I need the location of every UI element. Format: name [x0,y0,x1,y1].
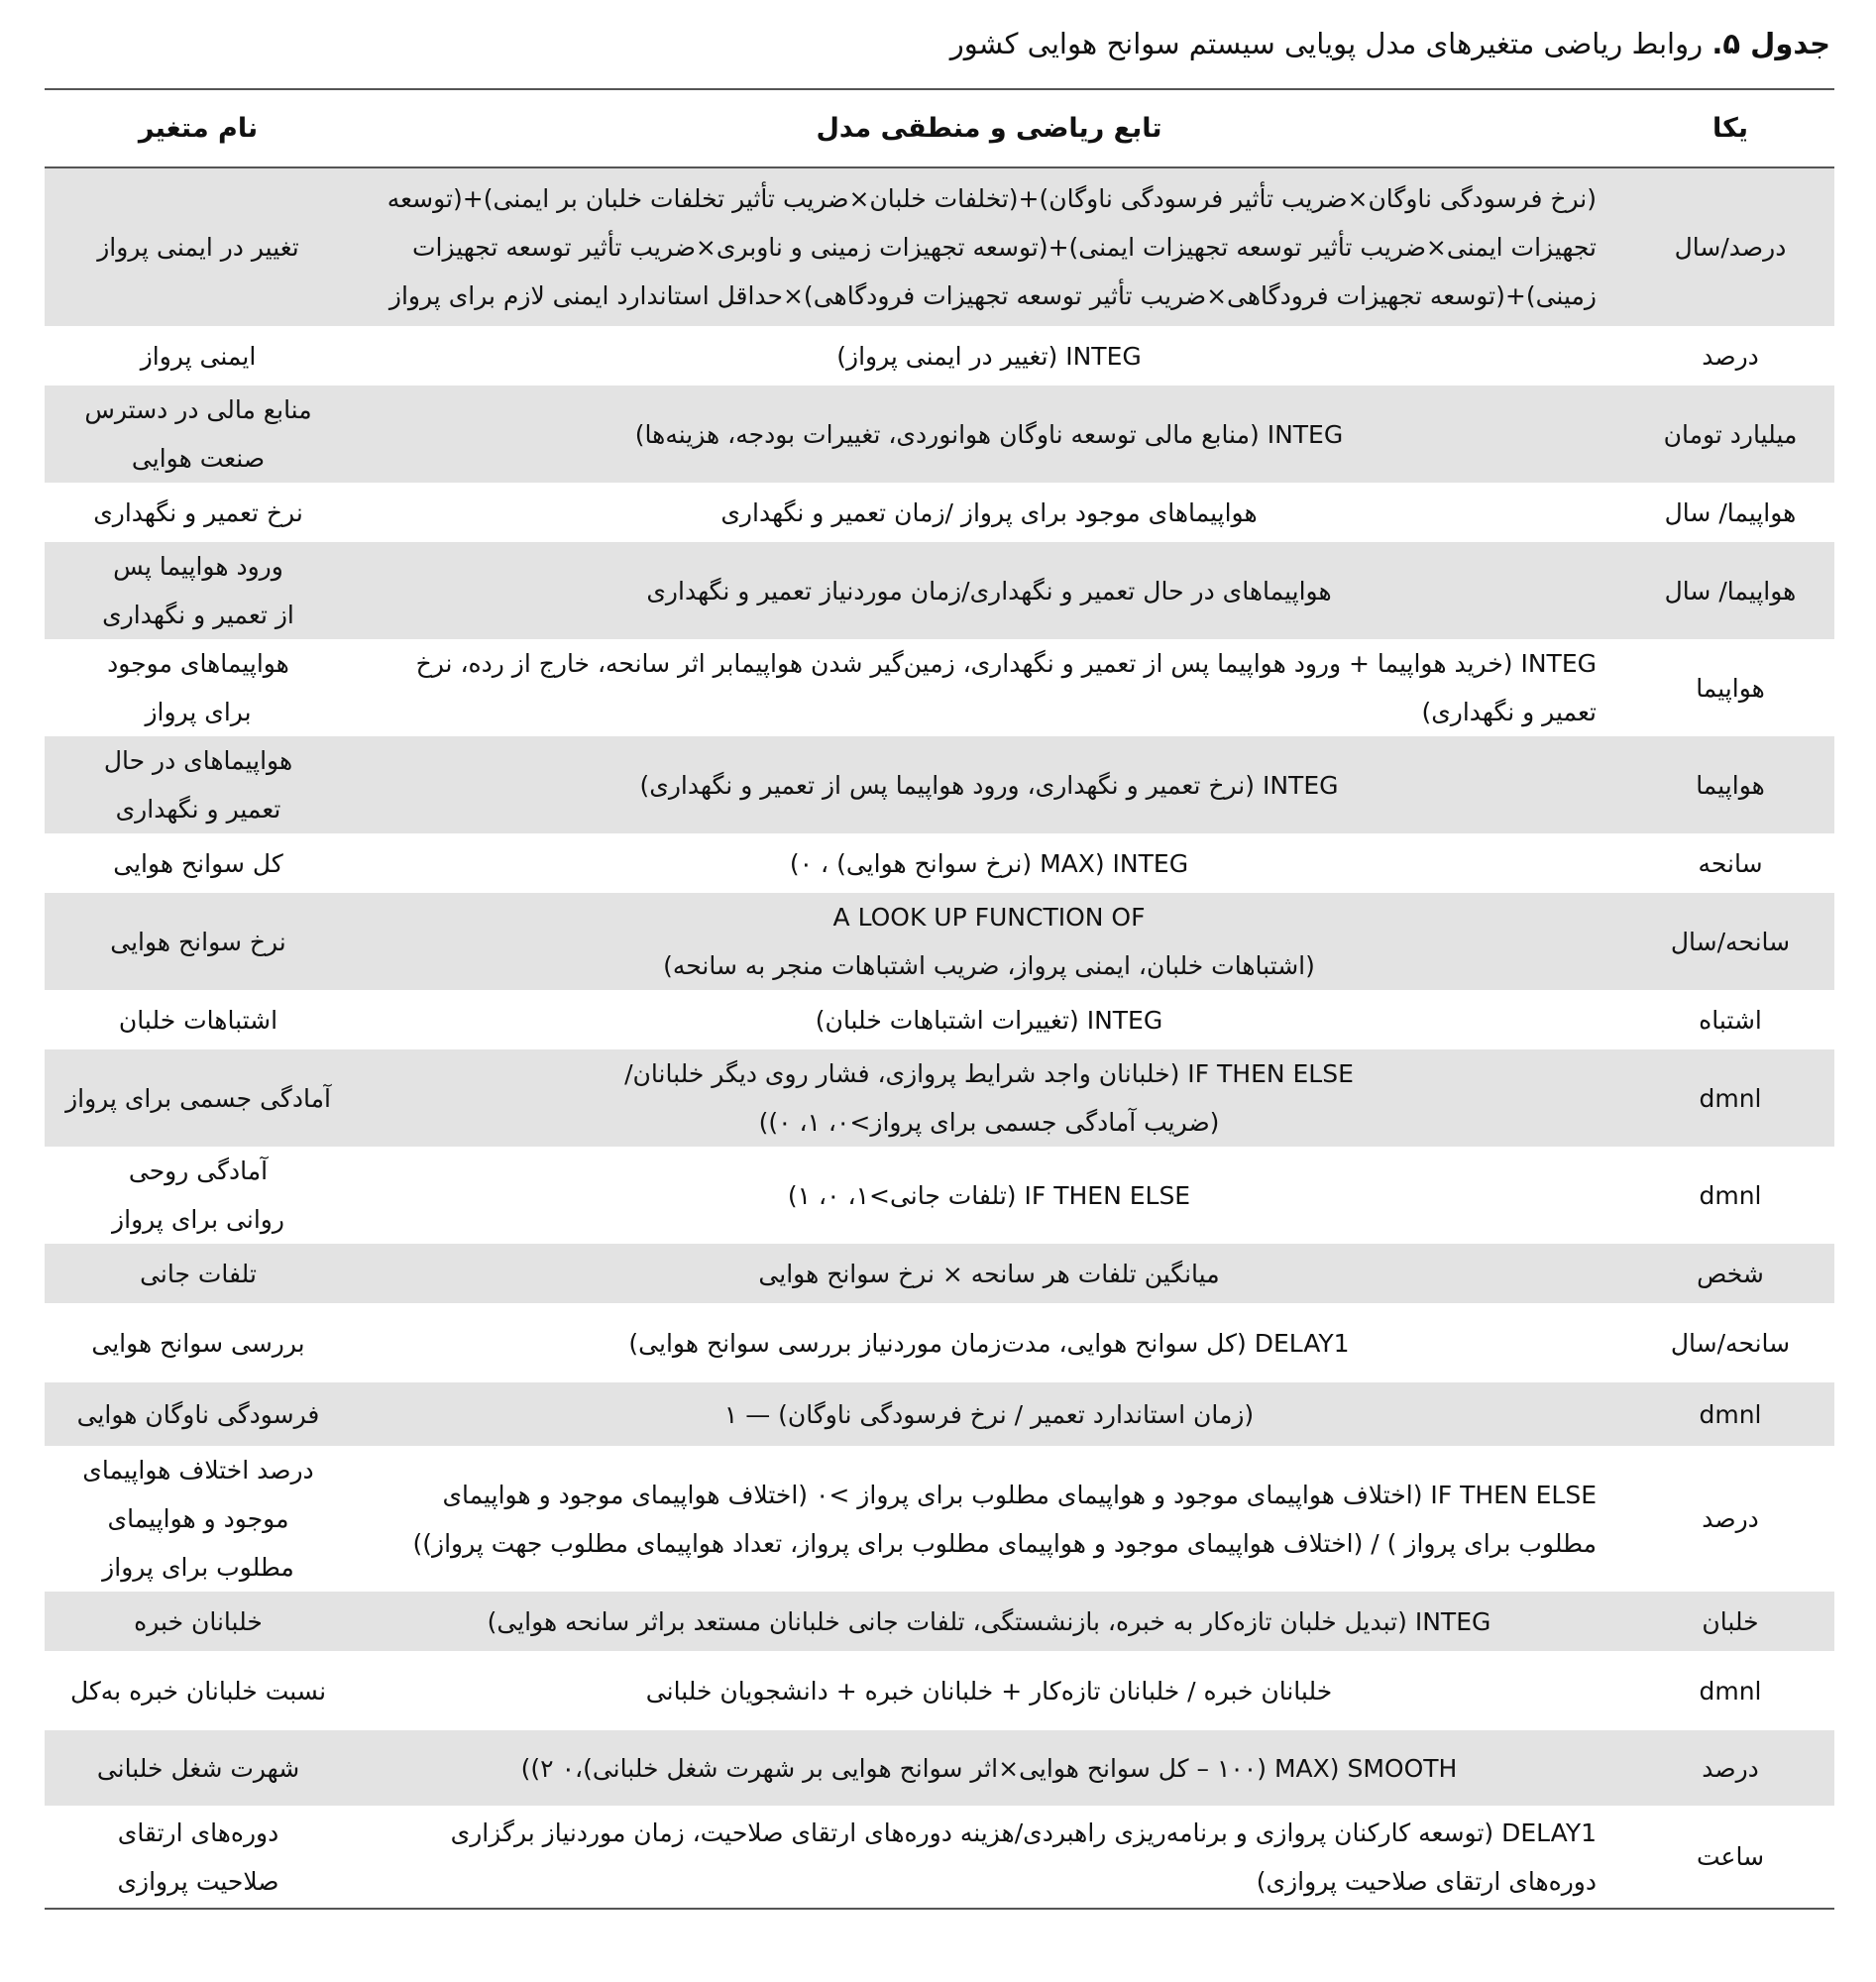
variable-cell [45,385,352,483]
variable-cell [45,326,352,385]
unit-cell: درصد [1626,326,1834,385]
function-cell [352,990,1626,1049]
unit-cell: سانحه/سال [1626,1303,1834,1382]
function-line: مطلوب برای پرواز ) / (اختلاف هواپیمای موجود و هواپیمای مطلوب برای پرواز، تعداد هواپیمای مطلوب جهت پرواز)) [412,1528,1597,1558]
unit-cell: درصد/سال [1626,167,1834,326]
variable-line: هواپیماهای در حال [103,746,293,775]
table-row [45,833,1834,893]
unit-cell: هواپیما [1626,639,1834,736]
table-row [45,326,1834,385]
function-line: (اشتباهات خلبان، ایمنی پرواز، ضریب اشتباهات منجر به سانحه) [663,951,1315,980]
table-row [45,1730,1834,1806]
variable-line: نسبت خلبانان خبره به‌کل [69,1676,327,1706]
table-number: جدول ۵. [1711,27,1830,60]
variable-line: صلاحیت پروازی [117,1866,279,1896]
function-cell [352,639,1626,736]
function-cell [352,1382,1626,1446]
variable-cell [45,1382,352,1446]
function-line: INTEG (تغییرات اشتباهات خلبان) [815,1005,1163,1035]
function-line: INTEG (منابع مالی توسعه ناوگان هوانوردی، تغییرات بودجه، هزینه‌ها) [634,419,1344,449]
variable-line: نرخ سوانح هوایی [110,927,286,956]
function-line: دوره‌های ارتقای صلاحیت پروازی) [1256,1866,1597,1896]
variable-line: آمادگی روحی [128,1156,269,1185]
variable-line: تغییر در ایمنی پرواز [97,233,299,262]
variable-line: منابع مالی در دسترس [84,395,312,424]
variable-cell [45,893,352,990]
function-line: INTEG (تبدیل خلبان تازه‌کار به خبره، بازنشستگی، تلفات جانی خلبانان مستعد براثر سانحه هوایی) [487,1606,1491,1636]
variable-line: برای پرواز [145,698,252,726]
header-unit: یکا [1626,89,1834,167]
function-line: خلبانان خبره / خلبانان تازه‌کار + خلبانان خبره + دانشجویان خلبانی [645,1676,1333,1706]
variable-cell [45,1147,352,1244]
function-cell [352,385,1626,483]
function-cell [352,483,1626,542]
function-cell [352,1651,1626,1730]
table-row [45,385,1834,483]
variable-cell [45,1806,352,1909]
unit-cell: هواپیما [1626,736,1834,833]
unit-cell: درصد [1626,1446,1834,1592]
variable-line: صنعت هوایی [131,444,266,473]
function-cell [352,326,1626,385]
variable-line: خلبانان خبره [134,1606,263,1636]
unit-cell: ساعت [1626,1806,1834,1909]
unit-cell: درصد [1626,1730,1834,1806]
variable-line: بررسی سوانح هوایی [91,1328,305,1358]
function-line: میانگین تلفات هر سانحه × نرخ سوانح هوایی [758,1259,1220,1288]
variable-line: از تعمیر و نگهداری [102,601,294,629]
function-line: INTEG (نرخ تعمیر و نگهداری، ورود هواپیما پس از تعمیر و نگهداری) [639,770,1339,800]
unit-cell: سانحه [1626,833,1834,893]
variable-cell [45,1651,352,1730]
variable-cell [45,736,352,833]
unit-cell: dmnl [1626,1147,1834,1244]
function-line: A LOOK UP FUNCTION OF [832,903,1146,932]
function-cell [352,167,1626,326]
variable-cell [45,1049,352,1147]
variable-line: درصد اختلاف هواپیمای [82,1456,314,1485]
variable-line: مطلوب برای پرواز [102,1553,294,1582]
relations-table [45,88,1834,1910]
table-row [45,1049,1834,1147]
table-row [45,1303,1834,1382]
unit-cell: dmnl [1626,1382,1834,1446]
function-line: SMOOTH (MAX (۱۰۰ – کل سوانح هوایی×اثر سوانح هوایی بر شهرت شغل خلبانی)،۰ ۲)) [520,1753,1458,1783]
table-row [45,1446,1834,1592]
unit-cell: میلیارد تومان [1626,385,1834,483]
variable-cell [45,833,352,893]
function-line: MAX) INTEG (نرخ سوانح هوایی) ، ۰) [789,848,1189,878]
variable-cell [45,542,352,639]
function-cell [352,1244,1626,1303]
variable-cell [45,1592,352,1651]
table-row [45,1592,1834,1651]
table-row [45,1382,1834,1446]
function-line: INTEG (خرید هواپیما + ورود هواپیما پس از تعمیر و نگهداری، زمین‌گیر شدن هواپیمابر اثر سانحه، خارج از رده، نرخ [415,649,1597,678]
variable-cell [45,1730,352,1806]
variable-line: کل سوانح هوایی [113,848,283,878]
variable-line: شهرت شغل خلبانی [96,1753,300,1783]
table-caption [47,24,1830,63]
variable-line: ایمنی پرواز [140,341,257,371]
variable-cell [45,1303,352,1382]
unit-cell: اشتباه [1626,990,1834,1049]
variable-line: اشتباهات خلبان [118,1005,278,1035]
table-row [45,736,1834,833]
function-line: INTEG (تغییر در ایمنی پرواز) [836,341,1142,371]
function-line: (زمان استاندارد تعمیر / نرخ فرسودگی ناوگان) — ۱ [723,1399,1255,1429]
table-header-row [45,89,1834,167]
variable-cell [45,167,352,326]
table-row [45,1244,1834,1303]
variable-line: نرخ تعمیر و نگهداری [93,497,303,527]
unit-cell: هواپیما/ سال [1626,483,1834,542]
variable-cell [45,1244,352,1303]
function-cell [352,833,1626,893]
unit-cell: هواپیما/ سال [1626,542,1834,639]
variable-line: تلفات جانی [140,1259,257,1288]
table-row [45,990,1834,1049]
table-row [45,893,1834,990]
function-cell [352,1592,1626,1651]
function-cell [352,1446,1626,1592]
variable-cell [45,1446,352,1592]
variable-cell [45,639,352,736]
table-row [45,167,1834,326]
function-line: IF THEN ELSE (خلبانان واجد شرایط پروازی، فشار روی دیگر خلبانان/ [624,1059,1354,1088]
function-line: زمینی)+(توسعه تجهیزات فرودگاهی×ضریب تأثیر توسعه تجهیزات فرودگاهی)×حداقل استاندارد ایمنی لازم برای پرواز [388,281,1597,310]
table-row [45,483,1834,542]
table-row [45,1147,1834,1244]
function-cell [352,1049,1626,1147]
header-variable: نام متغیر [45,89,352,167]
unit-cell: dmnl [1626,1651,1834,1730]
table-title: روابط ریاضی متغیرهای مدل پویایی سیستم سوانح هوایی کشور [949,27,1704,60]
function-cell [352,542,1626,639]
table-row [45,1651,1834,1730]
variable-line: دوره‌های ارتقای [117,1817,279,1847]
function-line: DELAY1 (کل سوانح هوایی، مدت‌زمان موردنیاز بررسی سوانح هوایی) [628,1328,1350,1358]
table-row [45,639,1834,736]
function-line: IF THEN ELSE (تلفات جانی>۱، ۰، ۱) [787,1180,1191,1210]
table-body [45,167,1834,1909]
variable-cell [45,483,352,542]
unit-cell: خلبان [1626,1592,1834,1651]
variable-cell [45,990,352,1049]
function-line: (ضریب آمادگی جسمی برای پرواز>۰، ۱، ۰)) [758,1108,1220,1137]
function-cell [352,1147,1626,1244]
function-line: تجهیزات ایمنی×ضریب تأثیر توسعه تجهیزات ایمنی)+(توسعه تجهیزات زمینی و ناوبری×ضریب تأثیر توسعه تجهیزات [411,233,1597,262]
function-line: هواپیماهای در حال تعمیر و نگهداری/زمان موردنیاز تعمیر و نگهداری [646,576,1332,606]
variable-line: آمادگی جسمی برای پرواز [65,1083,331,1113]
function-line: IF THEN ELSE (اختلاف هواپیمای موجود و هواپیمای مطلوب برای پرواز >۰ (اختلاف هواپیمای موجود و هواپیمای [442,1480,1597,1509]
function-cell [352,1303,1626,1382]
table-row [45,542,1834,639]
function-cell [352,1806,1626,1909]
table-row [45,1806,1834,1909]
header-function: تابع ریاضی و منطقی مدل [352,89,1626,167]
function-line: (نرخ فرسودگی ناوگان×ضریب تأثیر فرسودگی ناوگان)+(تخلفات خلبان×ضریب تأثیر تخلفات خلبان بر ایمنی)+(توسعه [386,184,1597,213]
function-cell [352,736,1626,833]
variable-line: موجود و هواپیمای [107,1504,289,1533]
variable-line: فرسودگی ناوگان هوایی [76,1399,320,1429]
unit-cell: سانحه/سال [1626,893,1834,990]
variable-line: روانی برای پرواز [112,1205,284,1234]
variable-line: ورود هواپیما پس [113,552,283,581]
function-line: تعمیر و نگهداری) [1421,698,1597,726]
unit-cell: dmnl [1626,1049,1834,1147]
unit-cell: شخص [1626,1244,1834,1303]
function-cell [352,1730,1626,1806]
function-line: DELAY1 (توسعه کارکنان پروازی و برنامه‌ریزی راهبردی/هزینه دوره‌های ارتقای صلاحیت، زمان موردنیاز برگزاری [450,1817,1597,1847]
function-cell [352,893,1626,990]
variable-line: هواپیماهای موجود [107,649,289,678]
function-line: هواپیماهای موجود برای پرواز /زمان تعمیر و نگهداری [720,497,1258,527]
variable-line: تعمیر و نگهداری [115,795,281,824]
